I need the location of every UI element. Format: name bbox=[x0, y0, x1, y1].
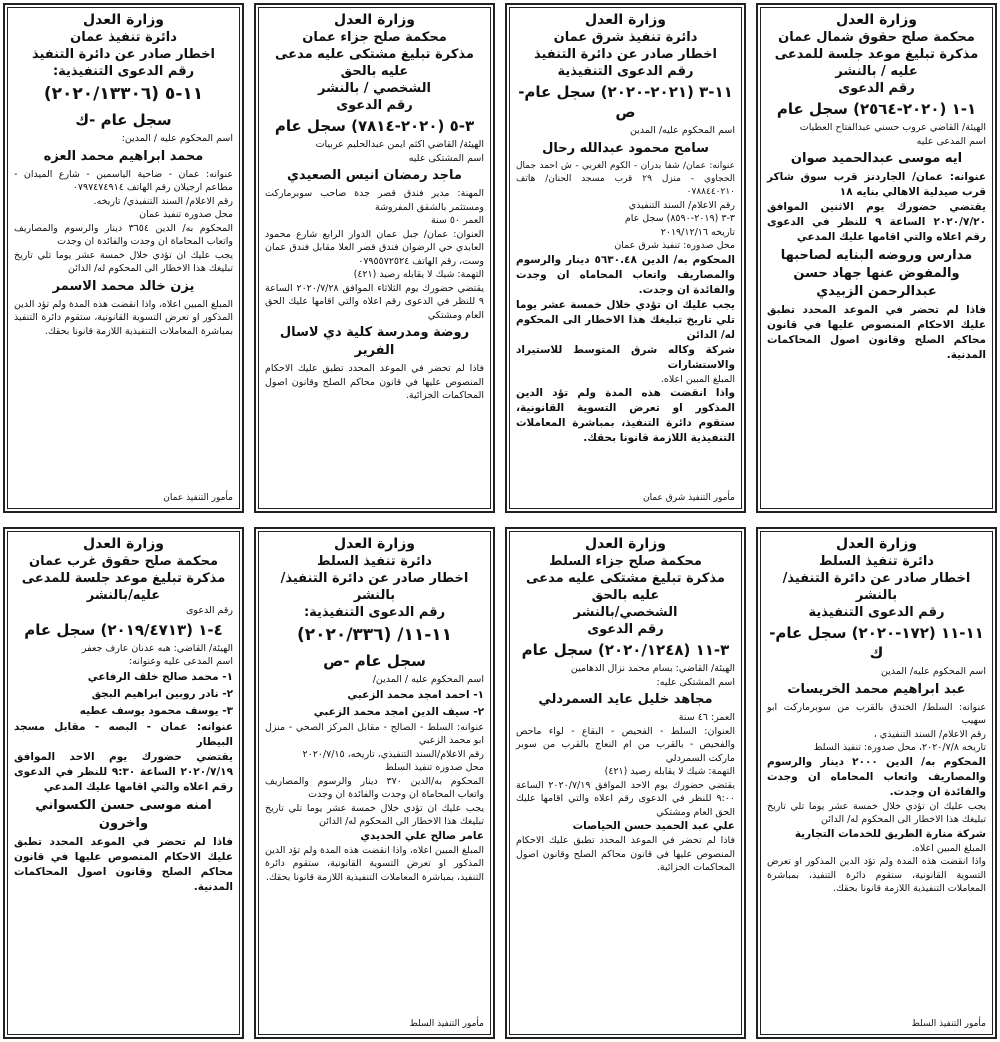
party-label: اسم المدعى عليه bbox=[916, 135, 986, 147]
enforcement-warning: واذا انقضت هذه المدة ولم تؤد الدين المذكور او تعرض التسوية القانونية، ستقوم دائرة التنفيذ، بمباشرة المعاملات التنفيذية اللازمة قانونا بحقك. bbox=[767, 856, 986, 894]
notice-west-amman-civil bbox=[3, 527, 244, 1039]
party-label: اسم المحكوم عليه / المدين: bbox=[121, 133, 233, 144]
case-register: سجل عام -ص bbox=[323, 652, 426, 670]
occupation: المهنة: مدير فندق قصر جدة صاحب سوبرماركت ومستثمر بالشقق المفروشة bbox=[265, 188, 484, 213]
creditor-name: عامر صالح علي الحديدي bbox=[360, 829, 484, 842]
issuing-office: محل صدوره تنفيذ عمان bbox=[139, 209, 233, 220]
creditor-name: شركة منارة الطريق للخدمات التجارية bbox=[794, 827, 986, 840]
judge-line: الهيئة/ القاضي: بسام محمد نزال الدهامين bbox=[570, 663, 735, 674]
hearing-date: يقتضي حضورك يوم الثلاثاء الموافق ٢٠٢٠/٧/٢٨ الساعة ٩ للنظر في الدعوى رقم اعلاه والتي اقامها عليك الحق العام ومشتكي bbox=[265, 282, 485, 321]
notice-type-cont: الشخصي / بالنشر bbox=[318, 81, 431, 96]
legal-warning: فاذا لم تحضر في الموعد المحدد تطبق عليك الاحكام المنصوص عليها في قانون محاكم الصلح وقانون اصول المحاكمات الجزائية. bbox=[516, 835, 735, 873]
party-label: اسم المشتكى عليه bbox=[408, 152, 484, 164]
notice-type: مذكرة تبليغ مشتكى عليه مدعى عليه بالحق bbox=[275, 47, 474, 79]
legal-warning: فاذا لم تحضر في الموعد المحدد تطبق عليك الاحكام المنصوص عليها في قانون محاكم الصلح وقانون اصول المحاكمات المدنية. bbox=[767, 304, 986, 361]
notice-type: اخطار صادر عن دائرة التنفيذ bbox=[533, 47, 718, 62]
notice-type: مذكرة تبليغ موعد جلسة للمدعى bbox=[774, 47, 979, 62]
ministry-title: وزارة العدل bbox=[83, 536, 164, 552]
instrument-date: تاريخه ٢٠١٩/١٢/١٦ bbox=[660, 226, 735, 238]
payment-deadline: يجب عليك ان تؤدي خلال خمسة عشر يوما تلي تاريخ تبليغك هذا الاخطار الى المحكوم له/ الدائن bbox=[265, 802, 484, 827]
notice-salt-exec-2 bbox=[254, 527, 495, 1039]
accused-name: ماجد رمضان انيس الصعيدي bbox=[287, 168, 462, 183]
party-label: اسم المشتكى عليه: bbox=[656, 676, 735, 688]
bottom-row bbox=[0, 527, 1000, 1039]
case-number: ١١-٣ (٢٠٢١-٢٠٢٠) سجل عام-ص bbox=[518, 83, 733, 121]
hearing-date: يقتضي حضورك يوم الاثنين الموافق ٢٠٢٠/٧/٢٠ الساعة ٩ للنظر في الدعوى رقم اعلاه والتي اقامها عليك المدعي bbox=[767, 201, 986, 243]
debt-amount: المحكوم به/ الدين ٥٦٣٠.٤٨ دينار والرسوم والمصاريف واتعاب المحاماه ان وجدت والفائدة ان وجدت. bbox=[516, 253, 735, 296]
ministry-title: وزارة العدل bbox=[83, 12, 164, 28]
notice-east-amman-exec bbox=[505, 3, 746, 513]
payment-deadline: يجب عليك ان تؤدي خلال خمسة عشر يوما تلي تاريخ تبليغك هذا الاخطار الى المحكوم له/ الدائن bbox=[14, 249, 233, 274]
top-row bbox=[0, 3, 1000, 513]
department-name: دائرة تنفيذ السلط bbox=[317, 554, 432, 569]
debt-amount: المحكوم به/الدين ٣٧٠ دينار والرسوم والمصاريف واتعاب المحاماة ان وجدت والفائدة ان وجدت bbox=[265, 775, 484, 800]
plaintiff-name: مدارس وروضه البنايه لصاحبها والمفوض عنها جهاد حسن عبدالرحمن الزبيدي bbox=[780, 248, 973, 299]
party-label: اسم المحكوم عليه / المدين/ bbox=[372, 674, 484, 685]
notice-amman-exec bbox=[3, 3, 244, 513]
case-label: رقم الدعوى التنفيذية bbox=[557, 64, 694, 79]
debtor-1: ١- احمد امجد محمد الزعبي bbox=[347, 688, 484, 701]
court-name: محكمة صلح جزاء السلط bbox=[549, 554, 702, 569]
age: العمر ٥٠ سنة bbox=[430, 215, 484, 226]
instrument-date: رقم الاعلام/السند التنفيذي، تاريخه، ٢٠٢٠/٧/١٥ bbox=[302, 748, 484, 760]
case-label: رقم الدعوى bbox=[336, 98, 413, 113]
instrument-label: رقم الاعلام/ السند التنفيذي ، bbox=[873, 728, 986, 740]
accused-name: مجاهد خليل عايد السمردلي bbox=[538, 692, 713, 707]
defendant-name: ايه موسى عبدالحميد صوان bbox=[790, 151, 963, 166]
notice-type: اخطار صادر عن دائرة التنفيذ bbox=[31, 47, 216, 62]
party-label: اسم المحكوم عليه/ المدين bbox=[629, 125, 735, 136]
case-number: ٣-١١ (٢٠٢٠/١٢٤٨) سجل عام bbox=[521, 641, 730, 659]
notice-type-cont: عليه/بالنشر bbox=[86, 588, 161, 603]
hearing-date: يقتضي حضورك يوم الاحد الموافق ٢٠٢٠/٧/١٩ الساعة ٩:٣٠ للنظر في الدعوى رقم اعلاه والتي اقامها عليك المدعي bbox=[14, 750, 233, 793]
payment-deadline: يجب عليك ان تؤدي خلال خمسة عشر يوما تلي تاريخ تبليغك هذا الاخطار الى المحكوم له/ الدائن bbox=[516, 298, 735, 341]
enforcement-warning: المبلغ المبين اعلاه، واذا انقضت هذه المدة ولم تؤد الدين المذكور او تعرض التسوية القانونية، ستقوم دائرة التنفيذ بمباشرة المعاملات التنفيذية اللازمة قانونا بحقك. bbox=[14, 298, 233, 337]
amount-note: المبلغ المبين اعلاه. bbox=[911, 842, 986, 854]
notice-type-cont: عليه / بالنشر bbox=[835, 64, 918, 79]
case-label: رقم الدعوى bbox=[587, 622, 664, 637]
court-name: محكمة صلح حقوق غرب عمان bbox=[28, 554, 219, 569]
charge: التهمة: شيك لا يقابله رصيد (٤٢١) bbox=[604, 766, 735, 777]
instrument-label: رقم الاعلام/ السند التنفيذي bbox=[628, 199, 735, 211]
case-label: رقم الدعوى bbox=[185, 605, 233, 616]
party-label: اسم المدعى عليه وعنوانه: bbox=[129, 656, 233, 667]
enforcement-warning: المبلغ المبين اعلاه، واذا انقضت هذه المدة ولم تؤد الدين المذكور او تعرض التسوية القانونية، ستقوم دائرة التنفيذ، بمباشرة المعاملات التنفيذية اللازمة قانونا بحقك. bbox=[265, 844, 484, 883]
judge-line: الهيئة/ القاضي عروب حسني عبدالفتاح العطيات bbox=[799, 122, 986, 133]
debtor-name: سامح محمود عبدالله رحال bbox=[542, 140, 709, 156]
notice-type: مذكرة تبليغ موعد جلسة للمدعى bbox=[21, 571, 226, 586]
complainant-name: علي عبد الحميد حسن الحياصات bbox=[572, 820, 735, 832]
department-name: دائرة تنفيذ السلط bbox=[819, 554, 934, 569]
instrument-label: رقم الاعلام/ السند التنفيذي/ تاريخه. bbox=[93, 195, 233, 207]
ministry-title: وزارة العدل bbox=[585, 536, 666, 552]
case-label: رقم الدعوى bbox=[838, 81, 915, 96]
ministry-title: وزارة العدل bbox=[585, 12, 666, 28]
amount-note: المبلغ المبين اعلاه. bbox=[660, 373, 735, 385]
notice-type-cont: الشخصي/بالنشر bbox=[573, 605, 678, 620]
complainant-name: روضة ومدرسة كلية دي لاسال الفرير bbox=[279, 325, 470, 358]
defendant-3: ٣- يوسف محمود يوسف عطيه bbox=[79, 704, 233, 717]
ministry-title: وزارة العدل bbox=[334, 536, 415, 552]
instrument-date: تاريخه ٢٠٢٠/٧/٨، محل صدوره: تنفيذ السلط bbox=[813, 742, 986, 753]
case-number: ١١-٥ (٢٠٢٠/١٣٣٠٦) bbox=[43, 84, 204, 104]
address: عنوانه: عمان/ شفا بدران - الكوم الغربي - ش احمد جمال الحجاوي - منزل ٢٩ قرب مسجد الحنان/ هاتف ٠٧٨٨٤٤٠٢١٠ bbox=[516, 160, 736, 197]
ministry-title: وزارة العدل bbox=[836, 536, 917, 552]
creditor-name: يزن خالد محمد الاسمر bbox=[52, 278, 195, 294]
age: العمر: ٤٦ سنة bbox=[678, 712, 735, 723]
creditor-name: شركة وكاله شرق المتوسط للاستيراد والاستشارات bbox=[516, 343, 735, 371]
case-label: رقم الدعوى التنفيذية: bbox=[303, 605, 446, 620]
address: عنوانه: عمان - البصه - مقابل مسجد البيطار bbox=[14, 720, 233, 748]
case-label: رقم الدعوى التنفيذية bbox=[808, 605, 945, 620]
judge-line: الهيئة/ القاضي اكثم ايمن عبدالحليم عربيات bbox=[315, 139, 484, 150]
ministry-title: وزارة العدل bbox=[334, 12, 415, 28]
debtor-name: محمد ابراهيم محمد العزه bbox=[43, 148, 204, 164]
legal-warning: فاذا لم تحضر في الموعد المحدد تطبق عليك الاحكام المنصوص عليها في قانون محاكم الصلح وقانون اصول المحاكمات الجزائية. bbox=[265, 363, 484, 401]
case-register: سجل عام -ك bbox=[75, 111, 172, 129]
department-name: دائرة تنفيذ عمان bbox=[70, 30, 177, 45]
notice-salt-criminal bbox=[505, 527, 746, 1039]
signature: مأمور التنفيذ السلط bbox=[911, 1019, 986, 1029]
department-name: دائرة تنفيذ شرق عمان bbox=[553, 30, 698, 45]
case-number: ٤-١ (٢٠١٩/٤٧١٣) سجل عام bbox=[24, 620, 223, 639]
instrument-number: ٣-٣ (٢٠١٩-٨٥٩٠) سجل عام bbox=[624, 213, 735, 224]
defendant-2: ٢- نادر روبين ابراهيم البجق bbox=[91, 687, 233, 700]
charge: التهمة: شيك لا يقابله رصيد (٤٢١) bbox=[353, 269, 484, 280]
case-number: ١١-١١ (١٧٢-٢٠٢٠) سجل عام-ك bbox=[769, 624, 984, 662]
judge-line: الهيئة/ القاضي: هبه عدنان عارف جعفر bbox=[81, 642, 233, 654]
ministry-title: وزارة العدل bbox=[836, 12, 917, 28]
case-number: ٣-٥ (٢٠٢٠-٧٨١٤) سجل عام bbox=[274, 117, 475, 135]
court-name: محكمة صلح جزاء عمان bbox=[302, 30, 447, 45]
payment-deadline: يجب عليك ان تؤدي خلال خمسة عشر يوما تلي تاريخ تبليغك هذا الاخطار الى المحكوم له/ الدائن bbox=[767, 800, 986, 825]
signature: مأمور التنفيذ عمان bbox=[163, 493, 233, 503]
notice-type: اخطار صادر عن دائرة التنفيذ/بالنشر bbox=[280, 571, 469, 603]
case-number: ١١-١١/ (٢٠٢٠/٣٣٦) bbox=[296, 625, 453, 645]
notice-type: اخطار صادر عن دائرة التنفيذ/بالنشر bbox=[782, 571, 971, 603]
debt-amount: المحكوم به/ الدين ٣٦٥٤ دينار والرسوم والمصاريف واتعاب المحاماة ان وجدت والفائدة ان وجدت bbox=[14, 222, 233, 247]
notice-salt-exec-1 bbox=[756, 527, 997, 1039]
address: عنوانه: عمان - ضاحية الياسمين - شارع الميدان - مطاعم ارجيلان رقم الهاتف ٠٧٩٧٤٧٤٩١٤ bbox=[14, 168, 233, 193]
debt-amount: المحكوم به/ الدين ٢٠٠٠ دينار والرسوم والمصاريف واتعاب المحاماه ان وجدت والفائدة ان وجدت. bbox=[767, 755, 986, 798]
case-label: رقم الدعوى التنفيذية: bbox=[52, 64, 195, 79]
address: عنوانه: السلط - الصالح - مقابل المركز الصحي - منزل ابو محمد الزعبي bbox=[265, 721, 484, 746]
legal-warning: فاذا لم تحضر في الموعد المحدد تطبق عليك الاحكام المنصوص عليها في قانون محاكم الصلح وقانون اصول المحاكمات المدنية. bbox=[14, 835, 233, 893]
debtor-2: ٢- سيف الدين امجد محمد الزعبي bbox=[313, 705, 484, 718]
plaintiff-name: امنه موسى حسن الكسواني واخرون bbox=[35, 797, 212, 831]
address: العنوان: عمان/ جبل عمان الدوار الرابع شارع محمود العابدي حي الرضوان فندق قصر العلا مقابل فندق عمان وست، رقم الهاتف ٠٧٩٥٥٧٢٥٢٤ bbox=[265, 228, 484, 267]
issuing-office: محل صدوره تنفيذ السلط bbox=[384, 762, 484, 773]
address: عنوانه: السلط/ الخندق بالقرب من سوبرماركت ابو سهيب bbox=[767, 701, 986, 726]
hearing-date: يقتضي حضورك يوم الاحد الموافق ٢٠٢٠/٧/١٩ الساعة ٩:٠٠ للنظر في الدعوى رقم اعلاه والتي اقامها عليك الحق العام ومشتكي bbox=[516, 779, 735, 818]
issuing-office: محل صدوره: تنفيذ شرق عمان bbox=[614, 240, 735, 251]
debtor-name: عبد ابراهيم محمد الخريسات bbox=[787, 681, 966, 697]
notice-north-amman-civil bbox=[756, 3, 997, 513]
signature: مأمور التنفيذ شرق عمان bbox=[642, 493, 735, 503]
notice-amman-criminal bbox=[254, 3, 495, 513]
address: عنوانه: عمان/ الجاردنز قرب سوق شاكر قرب صيدلية الاهالي بنايه ١٨ bbox=[767, 171, 986, 198]
case-number: ١-١ (٢٠٢٠-٢٥٦٤) سجل عام bbox=[776, 100, 977, 118]
party-label: اسم المحكوم عليه/ المدين bbox=[880, 666, 986, 677]
notice-type: مذكرة تبليغ مشتكى عليه مدعى عليه بالحق bbox=[526, 571, 725, 603]
court-name: محكمة صلح حقوق شمال عمان bbox=[778, 30, 975, 45]
defendant-1: ١- محمد صالح خلف الرفاعي bbox=[87, 670, 233, 683]
signature: مأمور التنفيذ السلط bbox=[409, 1019, 484, 1029]
address: العنوان: السلط - الفحيص - البقاع - لواء ماحص والفحيص - بالقرب من ام النعاج بالقرب من سوبر ماركت السمردلي bbox=[516, 725, 735, 764]
enforcement-warning: واذا انقضت هذه المدة ولم تؤد الدين المذكور او تعرض التسوية القانونية، ستقوم دائرة التنفيذ، بمباشرة المعاملات التنفيذية اللازمة قانونا بحقك. bbox=[516, 387, 735, 444]
